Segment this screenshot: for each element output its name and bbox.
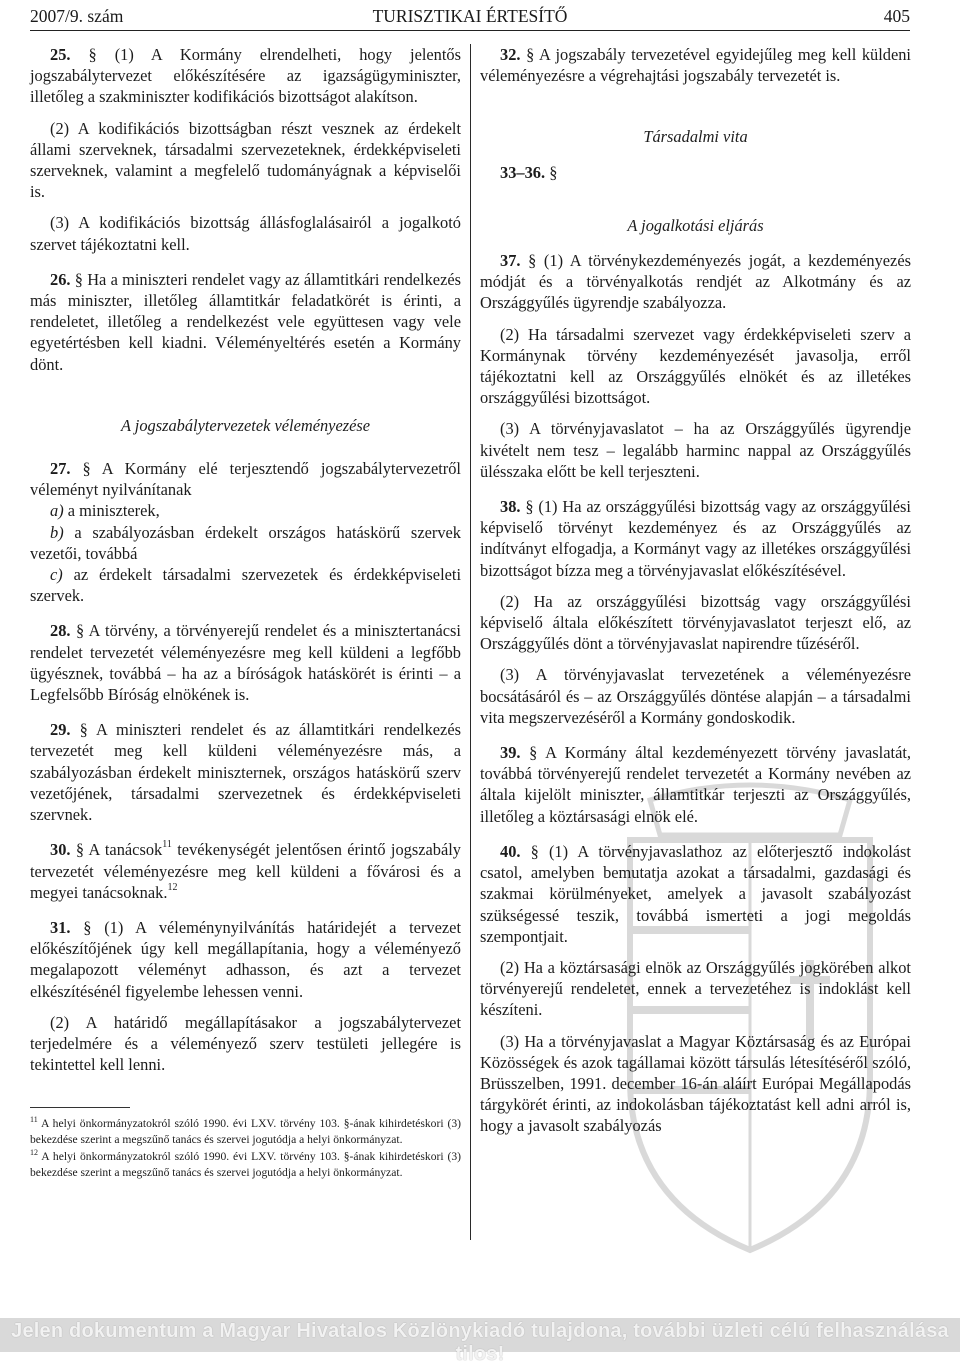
section-31-para-1: 31. § (1) A véleménynyilvánítás határidejét a tervezet előkészítőjének úgy kell megállapítania, hogy a véleményező megalapozott véleményt adhasson, és azt a tervezet elkészítésénél figyelembe lehessen venni. <box>30 917 461 1001</box>
section-number: 31. <box>50 917 71 937</box>
journal-title: TURISZTIKAI ÉRTESÍTŐ <box>372 6 568 26</box>
footnote-12: $^{12}$ A helyi önkormányzatokról szóló 1990. évi LXV. törvény 103. §-ának kihirdetéskori (3) bekezdése szerint a megszűnő tanács és szervei jogutódja a helyi önkormányzat. <box>30 1148 461 1179</box>
section-27-item-a: a) a miniszterek, <box>50 501 160 521</box>
section-38-para-1: 38. § (1) Ha az országgyűlési bizottság vagy az országgyűlési képviselő törvényt kezdeményez és az Országgyűlés az indítványt elfogadja, a Kormányt vagy az illetékes országgyűlési bizottságot bízza meg a törvényjavaslat előkészítésével. <box>480 497 911 580</box>
section-38-para-2: (2) Ha az országgyűlési bizottság vagy országgyűlési képviselő általa előkészített törvényjavaslatot terjeszt elő, az Országgyűlés dönt a törvényjavaslat napirendre tűzéséről. <box>480 591 911 654</box>
footnote-rule <box>30 1107 130 1108</box>
footnote-11: $^{11}$ A helyi önkormányzatokról szóló 1990. évi LXV. törvény 103. §-ának kihirdetéskori (3) bekezdése szerint a megszűnő tanács és szervei jogutódja a helyi önkormányzat. <box>30 1115 462 1146</box>
running-header <box>30 6 910 30</box>
section-25-para-1: 25. § (1) A Kormány elrendelheti, hogy jelentős jogszabálytervezet előkészítésére az igazságügyminiszter, illetőleg a szakminiszter kodifikációs bizottságot alakítson. <box>30 45 461 107</box>
section-29: 29. § A miniszteri rendelet és az államtitkári rendelkezés tervezetét meg kell küldeni véleményezésre más, a szabályozásban érdekelt miniszternek, országos hatáskörű szerv vezetőjének, társadalmi szervezetnek és érdekképviseleti szervnek. <box>30 720 461 825</box>
section-number: 30. <box>50 840 71 860</box>
section-number: 26. <box>50 269 71 289</box>
section-31-para-2: (2) A határidő megállapításakor a jogszabálytervezet terjedelmére és a véleményező szerv testületi jellegére is tekintettel kell lenni. <box>30 1012 461 1075</box>
heading-tarsadalmi-vita: Társadalmi vita <box>643 127 748 147</box>
section-30: 30. § A tanácsok$^{11}$ tevékenységét jelentősen érintő jogszabály tervezetét véleményezésre meg kell küldeni a fővárosi és a megyei tanácsoknak.$^{12}$ <box>30 839 461 902</box>
section-number: 33–36. <box>500 162 546 182</box>
section-40-para-1: 40. § (1) A törvényjavaslathoz az előterjesztő indokolást csatol, amelyben bemutatja azokat a társadalmi, gazdasági és szakmai körülményeket, amelyek a javasolt szabályozást szükségessé teszik, továbbá ismerteti a jogi megoldás szempontjait. <box>480 841 911 946</box>
section-38-para-3: (3) A törvényjavaslat tervezetének a véleményezésre bocsátásáról és – az Országgyűlés döntése alapján – a társadalmi vita megszervezéséről a Kormány gondoskodik. <box>480 665 911 727</box>
section-40-para-2: (2) Ha a köztársasági elnök az Országgyűlés jogkörében alkot törvényerejű rendeletet, ennek a tervezetéhez is indoklást kell készíteni. <box>480 957 911 1020</box>
section-28: 28. § A törvény, a törvényerejű rendelet és a minisztertanácsi rendelet tervezetét véleményezésre meg kell küldeni a legfőbb ügyésznek, továbbá – ha az a bíróságok hatáskörét is érinti – a Legfelsőbb Bíróság elnökének is. <box>30 621 461 705</box>
section-32: 32. § A jogszabály tervezetével egyidejűleg meg kell küldeni véleményezésre a végrehajtási jogszabály tervezetét is. <box>480 45 911 86</box>
heading-jogszabalytervezetek: A jogszabálytervezetek véleményezése <box>120 415 371 435</box>
section-number: 25. <box>50 45 71 64</box>
section-33-36: 33–36. § <box>500 162 558 182</box>
section-25-para-2: (2) A kodifikációs bizottságban részt vesznek az érdekelt állami szerveknek, társadalmi szervezeteknek, érdekképviseleti szerveknek, valamint a megfelelő tudományágnak a képviselői is. <box>30 118 461 202</box>
section-40-para-3: (3) Ha a törvényjavaslat a Magyar Köztársaság és az Európai Közösségek és azok tagállamai között társulás létesítéséről szóló, Brüsszelben, 1991. december 16-án aláírt Európai Megállapodás tárgykörét érinti, az indokolásban tájékoztatást kell adni arról is, hogy a javasolt szabályozás <box>480 1031 911 1136</box>
section-number: 29. <box>50 720 71 740</box>
heading-jogalkotasi-eljaras: A jogalkotási eljárás <box>627 215 764 235</box>
header-rule <box>30 30 910 31</box>
column-divider <box>470 44 471 1240</box>
footnote-ref-12[interactable]: 12 <box>167 881 178 893</box>
section-37-para-3: (3) A törvényjavaslatot – ha az Országgyűlés ügyrendje kivételt nem tesz – legalább harminc nappal az Országgyűlés ülésszaka előtt be kell terjeszteni. <box>480 419 911 481</box>
section-number: 38. <box>500 497 521 517</box>
section-37-para-1: 37. § (1) A törvénykezdeményezés jogát, a kezdeményezés módját és a törvényalkotás rendjét az Alkotmány és az Országgyűlés ügyrendje szabályozza. <box>480 251 911 313</box>
section-number: 37. <box>500 251 521 271</box>
section-27-item-c: c) az érdekelt társadalmi szervezetek és érdekképviseleti szervek. <box>30 565 461 606</box>
section-26: 26. § Ha a miniszteri rendelet vagy az államtitkári rendelkezés más miniszter, illetőleg államtitkár feladatkörét is érinti, a rendeletet, illetőleg a rendelkezést vele együttesen vagy vele egyetértésben kell kiadni. Véleményeltérés esetén a Kormány dönt. <box>30 269 461 374</box>
section-number: 32. <box>500 45 521 64</box>
right-column <box>480 44 911 1147</box>
section-37-para-2: (2) Ha társadalmi szervezet vagy érdekképviseleti szerv a Kormánynak törvény kezdeményezését javasolja, erről tájékoztatni kell az Országgyűlés elnökét és az illetékes országgyűlési bizottságot. <box>480 324 911 408</box>
section-number: 39. <box>500 743 521 763</box>
section-27: 27. § A Kormány elé terjesztendő jogszabálytervezetről véleményt nyilvánítanak <box>30 459 461 500</box>
section-number: 28. <box>50 621 71 641</box>
left-column <box>30 44 461 1182</box>
section-number: 40. <box>500 841 521 861</box>
page-number: 405 <box>883 6 910 26</box>
issue-number: 2007/9. szám <box>30 6 124 26</box>
section-number: 27. <box>50 459 71 479</box>
section-39: 39. § A Kormány által kezdeményezett törvény javaslatát, továbbá törvényerejű rendelet tervezetét a Kormány nevében az általa kijelölt miniszter, államtitkár terjeszti az Országgyűlés, illetőleg a köztársasági elnök elé. <box>480 743 911 826</box>
copyright-notice: Jelen dokumentum a Magyar Hivatalos Közlönykiadó tulajdona, további üzleti célú felhasználása tilos! <box>11 1320 949 1365</box>
section-27-item-b: b) a szabályozásban érdekelt országos hatáskörű szervek vezetői, továbbá <box>30 522 461 563</box>
section-25-para-3: (3) A kodifikációs bizottság állásfoglalásairól a jogalkotó szervet tájékoztatni kell. <box>30 213 461 254</box>
footnote-ref-11[interactable]: 11 <box>162 839 172 851</box>
